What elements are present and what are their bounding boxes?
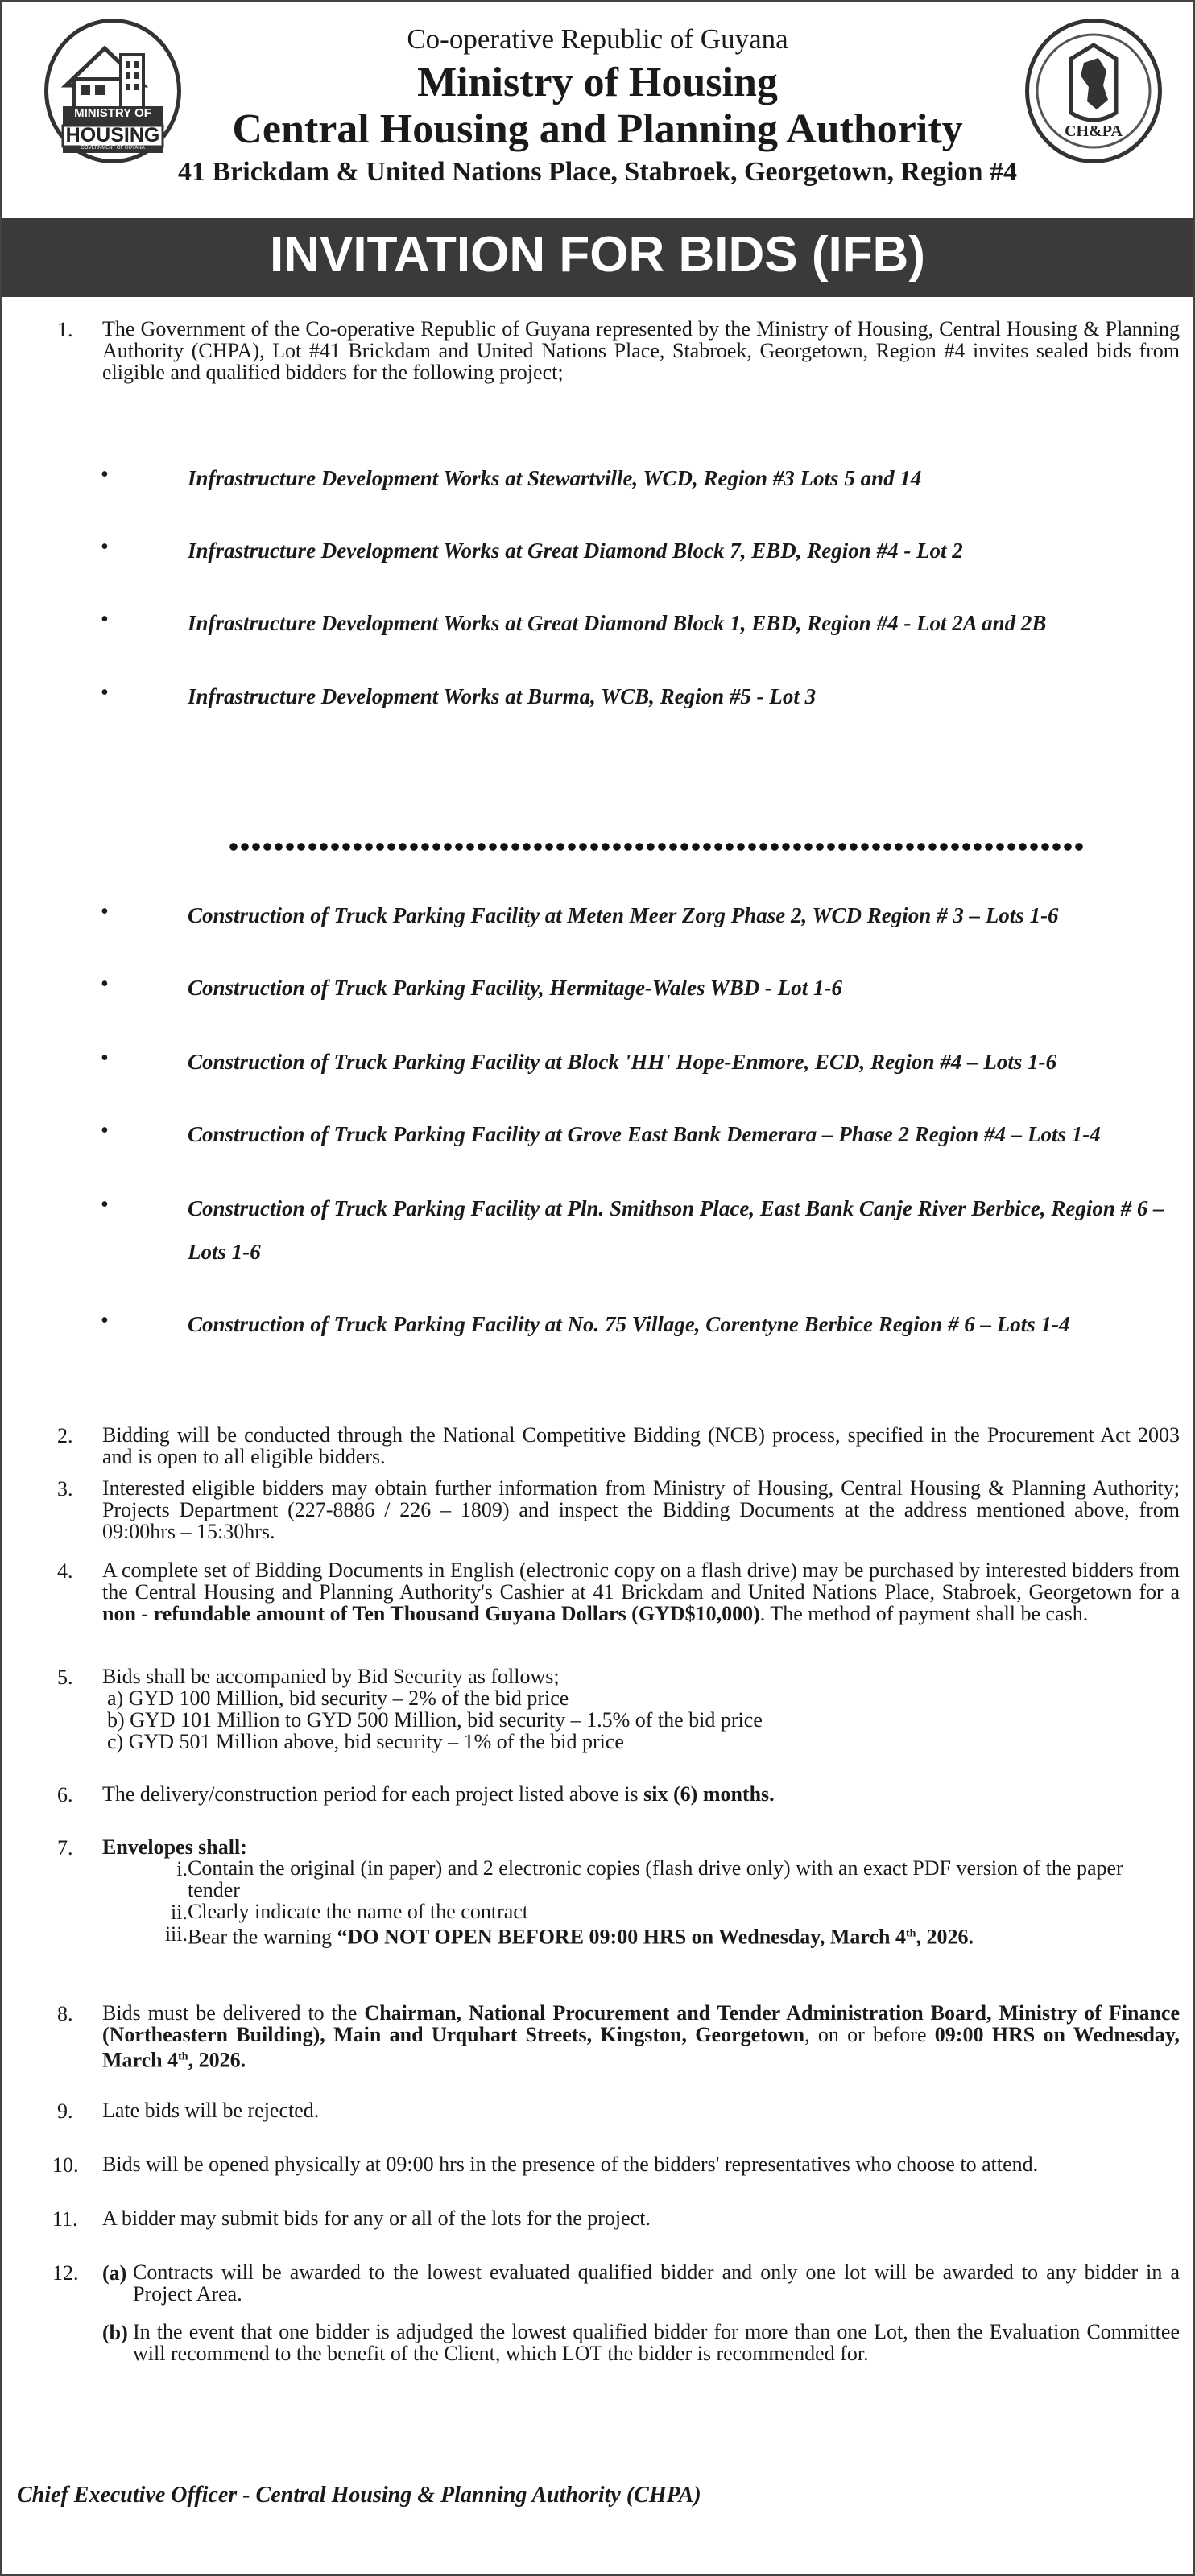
project-item: Infrastructure Development Works at Great Diamond Block 7, EBD, Region #4 - Lot 2 — [188, 539, 963, 563]
bullet-icon: • — [101, 1192, 109, 1217]
ministry-name: Ministry of Housing — [417, 60, 778, 105]
item-12b-text: In the event that one bidder is adjudged the lowest qualified bidder for more than one Lot, then the Evaluation Committee will recommend to the benefit of the Client, which LOT the bidder is recommended for. — [133, 2320, 1180, 2365]
chpa-seal-logo — [1025, 19, 1162, 163]
item-4-text — [102, 1559, 1180, 1624]
item-number: 6. — [57, 1783, 73, 1806]
envelope-warning-end: , 2026. — [916, 1925, 974, 1949]
title-banner — [2, 218, 1193, 297]
item-2-text: Bidding will be conducted through the National Competitive Bidding (NCB) process, specified in the Procurement Act 2003 and is open to all eligible bidders. — [102, 1423, 1180, 1468]
roman-numeral: ii. — [171, 1901, 188, 1924]
country-name: Co-operative Republic of Guyana — [407, 23, 788, 55]
envelope-rule-3 — [188, 1922, 1180, 1948]
item-8-text — [102, 2002, 1180, 2071]
project-item: Infrastructure Development Works at Great Diamond Block 1, EBD, Region #4 - Lot 2A and 2B — [188, 611, 1047, 635]
item-8-text-a: Bids must be delivered to the — [102, 2001, 365, 2025]
item-number: 4. — [57, 1559, 73, 1583]
bullet-icon: • — [101, 972, 109, 997]
project-item: Infrastructure Development Works at Burma, WCB, Region #5 - Lot 3 — [188, 684, 817, 708]
item-8-text-c: , on or before — [804, 2023, 935, 2046]
roman-numeral: iii. — [164, 1922, 188, 1946]
item-number: 10. — [52, 2153, 79, 2177]
item-12a-text: Contracts will be awarded to the lowest evaluated qualified bidder and only one lot will be awarded to any bidder in a Project Area. — [133, 2260, 1180, 2306]
sub-label-a: (a) — [102, 2261, 127, 2285]
item-4-text-c: . The method of payment shall be cash. — [759, 1602, 1089, 1625]
project-item: Infrastructure Development Works at Stewartville, WCD, Region #3 Lots 5 and 14 — [188, 466, 922, 490]
item-6-text — [102, 1783, 1180, 1805]
logo-right-text: CH&PA — [1065, 122, 1123, 140]
header — [2, 2, 1193, 213]
roman-numeral: i. — [176, 1857, 188, 1880]
bid-security-a: a) GYD 100 Million, bid security – 2% of the bid price — [107, 1686, 569, 1710]
authority-name: Central Housing and Planning Authority — [232, 106, 963, 152]
bid-security-b: b) GYD 101 Million to GYD 500 Million, bid security – 1.5% of the bid price — [107, 1708, 763, 1732]
bullet-icon: • — [101, 607, 109, 632]
item-number: 8. — [57, 2002, 73, 2025]
project-item: Construction of Truck Parking Facility at Meten Meer Zorg Phase 2, WCD Region # 3 – Lots 1-6 — [188, 903, 1059, 927]
item-5-text: Bids shall be accompanied by Bid Security as follows; — [102, 1665, 560, 1688]
item-number: 9. — [57, 2099, 73, 2123]
envelope-rule-3-a: Bear the warning — [188, 1925, 337, 1949]
bullet-icon: • — [101, 1118, 109, 1143]
item-number: 7. — [57, 1836, 73, 1860]
dotted-separator — [228, 841, 1086, 852]
item-3-text: Interested eligible bidders may obtain further information from Ministry of Housing, Central Housing & Planning Authority; Projects Department (227-8886 / 226 – 1809) and inspect the Bidding Documents at the address mentioned above, from 09:00hrs – 15:30hrs. — [102, 1476, 1180, 1543]
item-4-text-a: A complete set of Bidding Documents in English (electronic copy on a flash drive) may be purchased by interested bidders from the Central Housing and Planning Authority's Cashier at 41 Brickdam and United Nations Place, Stabroek, Georgetown for a — [102, 1558, 1180, 1604]
signature-line: Chief Executive Officer - Central Housing & Planning Authority (CHPA) — [17, 2483, 701, 2508]
logo-left-sub-text: GOVERNMENT OF GUYANA — [81, 146, 145, 151]
delivery-deadline-end: , 2026. — [188, 2048, 246, 2072]
project-item: Construction of Truck Parking Facility at Grove East Bank Demerara – Phase 2 Region #4 – Lots 1-4 — [188, 1122, 1101, 1146]
item-7-text: Envelopes shall: — [102, 1835, 247, 1859]
envelope-rule-1: Contain the original (in paper) and 2 electronic copies (flash drive only) with an exact PDF version of the paper tender — [188, 1856, 1123, 1901]
item-number: 11. — [52, 2207, 78, 2231]
item-number: 1. — [57, 318, 73, 341]
item-10-text: Bids will be opened physically at 09:00 hrs in the presence of the bidders' representatives who choose to attend. — [102, 2153, 1039, 2176]
superscript: th — [178, 2050, 188, 2062]
item-4-fee: non - refundable amount of Ten Thousand Guyana Dollars (GYD$10,000) — [102, 1602, 760, 1625]
sub-label-b: (b) — [102, 2321, 128, 2344]
item-9-text: Late bids will be rejected. — [102, 2099, 320, 2122]
project-item: Construction of Truck Parking Facility, Hermitage-Wales WBD - Lot 1-6 — [188, 976, 843, 1000]
project-item: Construction of Truck Parking Facility at No. 75 Village, Corentyne Berbice Region # 6 – Lots 1-4 — [188, 1312, 1070, 1336]
delivery-deadline: 09:00 HRS on Wednesday, March 4 — [102, 2023, 1180, 2072]
item-1-text: The Government of the Co-operative Republic of Guyana represented by the Ministry of Housing, Central Housing & Planning Authority (CHPA), Lot #41 Brickdam and United Nations Place, Stabroek, Georgetown, Region #4 invites sealed bids from eligible and qualified bidders for the following project; — [102, 317, 1180, 384]
delivery-address: Chairman, National Procurement and Tender Administration Board, Ministry of Finance (Northeastern Building), Main and Urquhart Streets, Kingston, Georgetown — [102, 2001, 1180, 2046]
superscript: th — [905, 1927, 916, 1939]
item-6-period: six (6) months. — [643, 1782, 775, 1806]
bid-security-c: c) GYD 501 Million above, bid security – 1% of the bid price — [107, 1730, 624, 1753]
banner-title: INVITATION FOR BIDS (IFB) — [270, 227, 925, 283]
envelope-warning: “DO NOT OPEN BEFORE 09:00 HRS on Wednesday, March 4 — [337, 1925, 906, 1949]
bullet-icon: • — [101, 1046, 109, 1071]
bullet-icon: • — [101, 1308, 109, 1333]
logo-left-main-text: HOUSING — [65, 124, 160, 147]
bullet-icon: • — [101, 680, 109, 705]
bullet-icon: • — [101, 899, 109, 924]
item-number: 2. — [57, 1424, 73, 1447]
bullet-icon: • — [101, 535, 109, 559]
item-6-text-a: The delivery/construction period for each project listed above is — [102, 1782, 644, 1806]
envelope-rule-2: Clearly indicate the name of the contract — [188, 1900, 529, 1923]
address-line: 41 Brickdam & United Nations Place, Stabroek, Georgetown, Region #4 — [178, 157, 1017, 187]
item-11-text: A bidder may submit bids for any or all of the lots for the project. — [102, 2207, 651, 2230]
item-number: 3. — [57, 1477, 73, 1501]
logo-left-top-text: MINISTRY OF — [74, 106, 151, 120]
item-number: 5. — [57, 1666, 73, 1689]
item-number: 12. — [52, 2261, 79, 2285]
project-item: Construction of Truck Parking Facility at Block 'HH' Hope-Enmore, ECD, Region #4 – Lots 1-6 — [188, 1050, 1057, 1074]
bullet-icon: • — [101, 462, 109, 487]
project-item: Construction of Truck Parking Facility at Pln. Smithson Place, East Bank Canje River Berbice, Region # 6 – Lots 1-6 — [188, 1196, 1164, 1264]
